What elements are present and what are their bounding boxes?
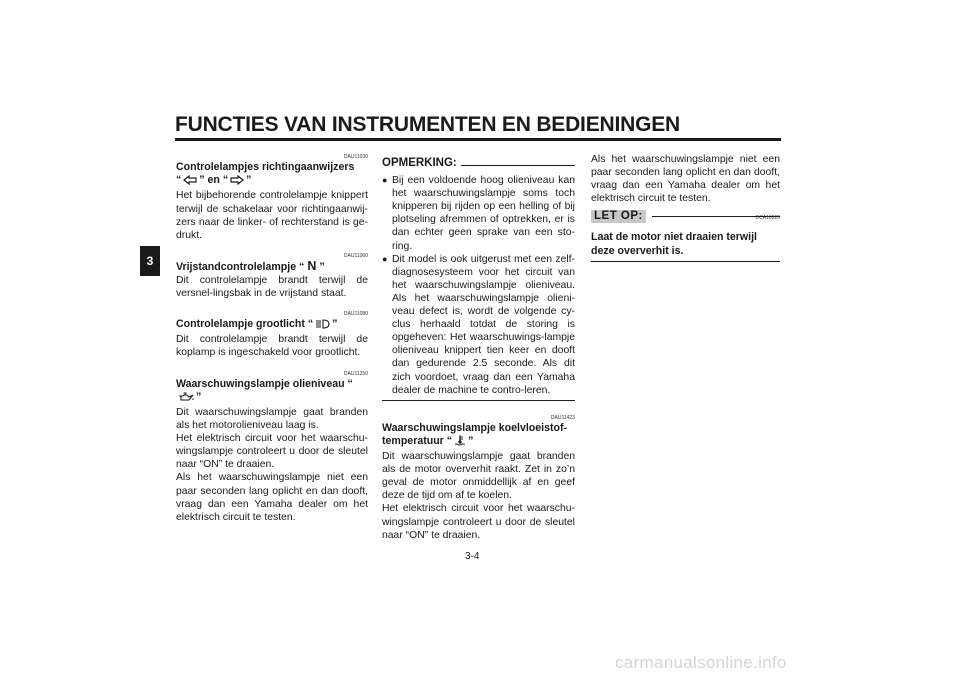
high-beam-heading xyxy=(176,318,368,333)
high-beam-heading-text: Controlelampje grootlicht “ xyxy=(176,318,314,331)
neutral-heading-text: Vrijstandcontrolelampje “ xyxy=(176,260,305,273)
quote-close: ” xyxy=(332,318,338,331)
quote-close: ” xyxy=(468,434,474,447)
section-code: DAU11250 xyxy=(343,370,368,377)
chapter-tab: 3 xyxy=(140,246,160,276)
quote-close: ” xyxy=(319,260,325,273)
oil-text-3: Als het waarschuwingslampje niet een paar seconden lang oplicht en dan dooft, vraag dan een Yamaha dealer om het elektrisch circuit te testen. xyxy=(176,472,368,523)
coolant-text-2: Het elektrisch circuit voor het waarschu-wingslampje controleert u door de sleutel naar “ON” te draaien. xyxy=(382,503,575,541)
coolant-temperature-icon xyxy=(454,435,466,450)
neutral-icon: N xyxy=(307,258,317,273)
neutral-text: Dit controlelampje brandt terwijl de versnel-lingsbak in de vrijstand staat. xyxy=(176,274,368,300)
high-beam-text: Dit controlelampje brandt terwijl de koplamp is ingeschakeld voor grootlicht. xyxy=(176,334,368,359)
right-column xyxy=(591,153,780,262)
page-title: FUNCTIES VAN INSTRUMENTEN EN BEDIENINGEN xyxy=(175,113,680,136)
oil-can-icon xyxy=(178,392,194,406)
high-beam-icon xyxy=(315,319,330,333)
turn-right-icon xyxy=(230,175,244,189)
oil-text-1: Dit waarschuwingslampje gaat branden als het motorolieniveau laag is. xyxy=(176,406,368,432)
turn-left-icon xyxy=(183,175,197,189)
coolant-heading-text: Waarschuwingslampje koelvloeistof- xyxy=(382,421,568,434)
coolant-heading-text-2: temperatuur “ xyxy=(382,434,453,447)
page-number: 3-4 xyxy=(465,551,480,562)
left-column xyxy=(176,154,368,524)
note-bullet xyxy=(382,253,575,397)
note-bullet xyxy=(382,174,575,253)
bullet-dot: ● xyxy=(382,253,388,264)
caution-text: Laat de motor niet draaien terwijl deze oververhit is. xyxy=(591,231,758,257)
turn-signal-text: Het bijbehorende controlelampje knippert terwijl de schakelaar voor richtingaanwij-zers naar de linker- of rechterstand is ge-drukt. xyxy=(176,190,368,241)
bullet-text: Bij een voldoende hoog olieniveau kan het waarschuwingslampje soms toch knipperen bij rijden op een helling of bij plotseling afremmen of optrekken, er is dan echter geen sprake van een sto-ring. xyxy=(392,175,575,252)
watermark: carmanualsonline.info xyxy=(615,653,787,672)
section-code: DAU11080 xyxy=(343,311,368,318)
turn-heading-text: Controlelampjes richtingaanwijzers xyxy=(176,161,355,173)
note-rule xyxy=(461,165,575,166)
caution-code: DCA10020 xyxy=(755,215,780,222)
quote-close: ” xyxy=(196,390,202,403)
coolant-heading xyxy=(382,422,575,450)
turn-signal-heading xyxy=(176,161,368,189)
title-rule xyxy=(175,138,781,141)
caution-label: LET OP: xyxy=(591,210,646,223)
right-text: Als het waarschuwingslampje niet een paar seconden lang oplicht en dan dooft, vraag dan een Yamaha dealer om het elektrisch circuit te testen. xyxy=(591,154,780,205)
coolant-text-1: Dit waarschuwingslampje gaat branden als de motor oververhit raakt. Zet in zo’n geval de motor onmiddellijk af en geef deze de tijd om af te koelen. xyxy=(382,451,575,502)
quote-open: “ xyxy=(176,174,182,187)
quote-close: ” xyxy=(246,174,252,187)
oil-level-heading xyxy=(176,378,368,406)
caution-end-rule xyxy=(591,261,780,262)
neutral-heading xyxy=(176,260,368,274)
note-label: OPMERKING: xyxy=(382,157,457,169)
oil-heading-text: Waarschuwingslampje olieniveau “ xyxy=(176,377,353,390)
section-code: DAU11060 xyxy=(343,252,368,259)
bullet-text: Dit model is ook uitgerust met een zelf-diagnosesysteem voor het circuit van het waarschuwingslampje olieniveau. Als het waarschuwingslampje olieni-veau defect is, wordt de volgende cy-clus herhaald totdat de storing is opgeheven: Het waarschuwings-lampje olieniveau knippert tien keer en dooft dan gedurende 2.5 seconde. Als dit zich voordoet, vraag dan een Yamaha dealer de machine te contro-leren. xyxy=(392,253,575,396)
note-header xyxy=(382,157,575,170)
turn-heading-middle: ” en “ xyxy=(199,174,229,187)
middle-column xyxy=(382,157,575,542)
section-code: DAU11030 xyxy=(343,154,368,160)
bullet-dot: ● xyxy=(382,175,388,186)
oil-text-2: Het elektrisch circuit voor het waarschu-wingslampje controleert u door de sleutel naar “ON” te draaien. xyxy=(176,433,368,471)
section-code: DAU11423 xyxy=(550,414,575,421)
